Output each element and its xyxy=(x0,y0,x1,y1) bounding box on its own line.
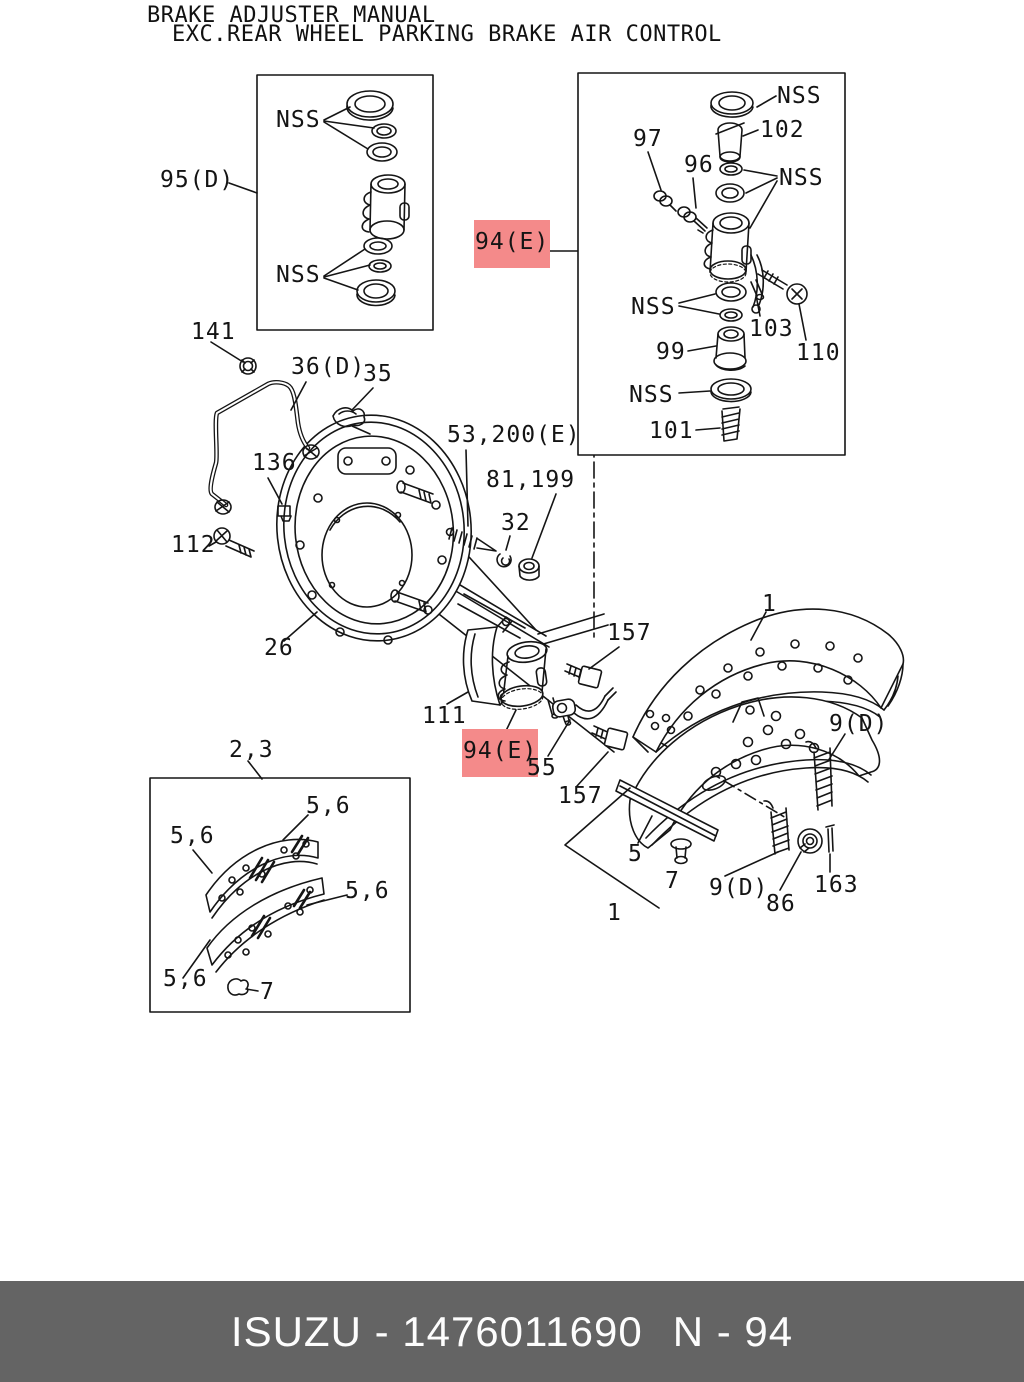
part-label-5-6: 5,6 xyxy=(306,793,351,819)
part-label-97: 97 xyxy=(633,126,663,152)
part-label-99: 99 xyxy=(656,339,686,365)
diagram-title-line2: EXC.REAR WHEEL PARKING BRAKE AIR CONTROL xyxy=(172,22,722,47)
part-label-55: 55 xyxy=(527,755,557,781)
part-label-110: 110 xyxy=(796,340,841,366)
part-label-1: 1 xyxy=(762,591,777,617)
part-label-157: 157 xyxy=(607,620,652,646)
part-label-nss: NSS xyxy=(779,165,824,191)
part-label-9-d-: 9(D) xyxy=(829,711,889,737)
part-label-96: 96 xyxy=(684,152,714,178)
part-label-103: 103 xyxy=(749,316,794,342)
part-label-101: 101 xyxy=(649,418,694,444)
part-label-5-6: 5,6 xyxy=(345,878,390,904)
footer-page-number: N - 94 xyxy=(672,1307,794,1355)
part-label-81-199: 81,199 xyxy=(486,467,576,493)
part-label-94-e-[interactable]: 94(E) xyxy=(474,220,550,268)
part-label-136: 136 xyxy=(252,450,297,476)
part-label-111: 111 xyxy=(422,703,467,729)
part-label-nss: NSS xyxy=(777,83,822,109)
part-label-nss: NSS xyxy=(276,107,321,133)
part-label-26: 26 xyxy=(264,635,294,661)
part-label-53-200-e-: 53,200(E) xyxy=(447,422,581,448)
part-label-nss: NSS xyxy=(276,262,321,288)
part-label-94-e-[interactable]: 94(E) xyxy=(462,729,538,777)
part-label-5: 5 xyxy=(628,841,643,867)
part-label-9-d-: 9(D) xyxy=(709,875,769,901)
part-label-5-6: 5,6 xyxy=(163,966,208,992)
part-label-nss: NSS xyxy=(629,382,674,408)
part-label-141: 141 xyxy=(191,319,236,345)
part-label-86: 86 xyxy=(766,891,796,917)
part-label-95-d-: 95(D) xyxy=(160,167,235,193)
part-label-157: 157 xyxy=(558,783,603,809)
footer-catalog-number: ISUZU - 1476011690 xyxy=(230,1307,643,1355)
part-label-5-6: 5,6 xyxy=(170,823,215,849)
part-label-112: 112 xyxy=(171,532,216,558)
diagram-title-line1: BRAKE ADJUSTER MANUAL xyxy=(147,3,436,28)
part-label-7: 7 xyxy=(260,979,275,1005)
part-label-nss: NSS xyxy=(631,294,676,320)
part-label-35: 35 xyxy=(363,361,393,387)
part-label-36-d-: 36(D) xyxy=(291,354,366,380)
part-label-2-3: 2,3 xyxy=(229,737,274,763)
part-label-32: 32 xyxy=(501,510,531,536)
footer-bar xyxy=(0,1281,1024,1382)
part-label-1: 1 xyxy=(607,900,622,926)
part-label-163: 163 xyxy=(814,872,859,898)
part-label-7: 7 xyxy=(665,868,680,894)
part-label-102: 102 xyxy=(760,117,805,143)
